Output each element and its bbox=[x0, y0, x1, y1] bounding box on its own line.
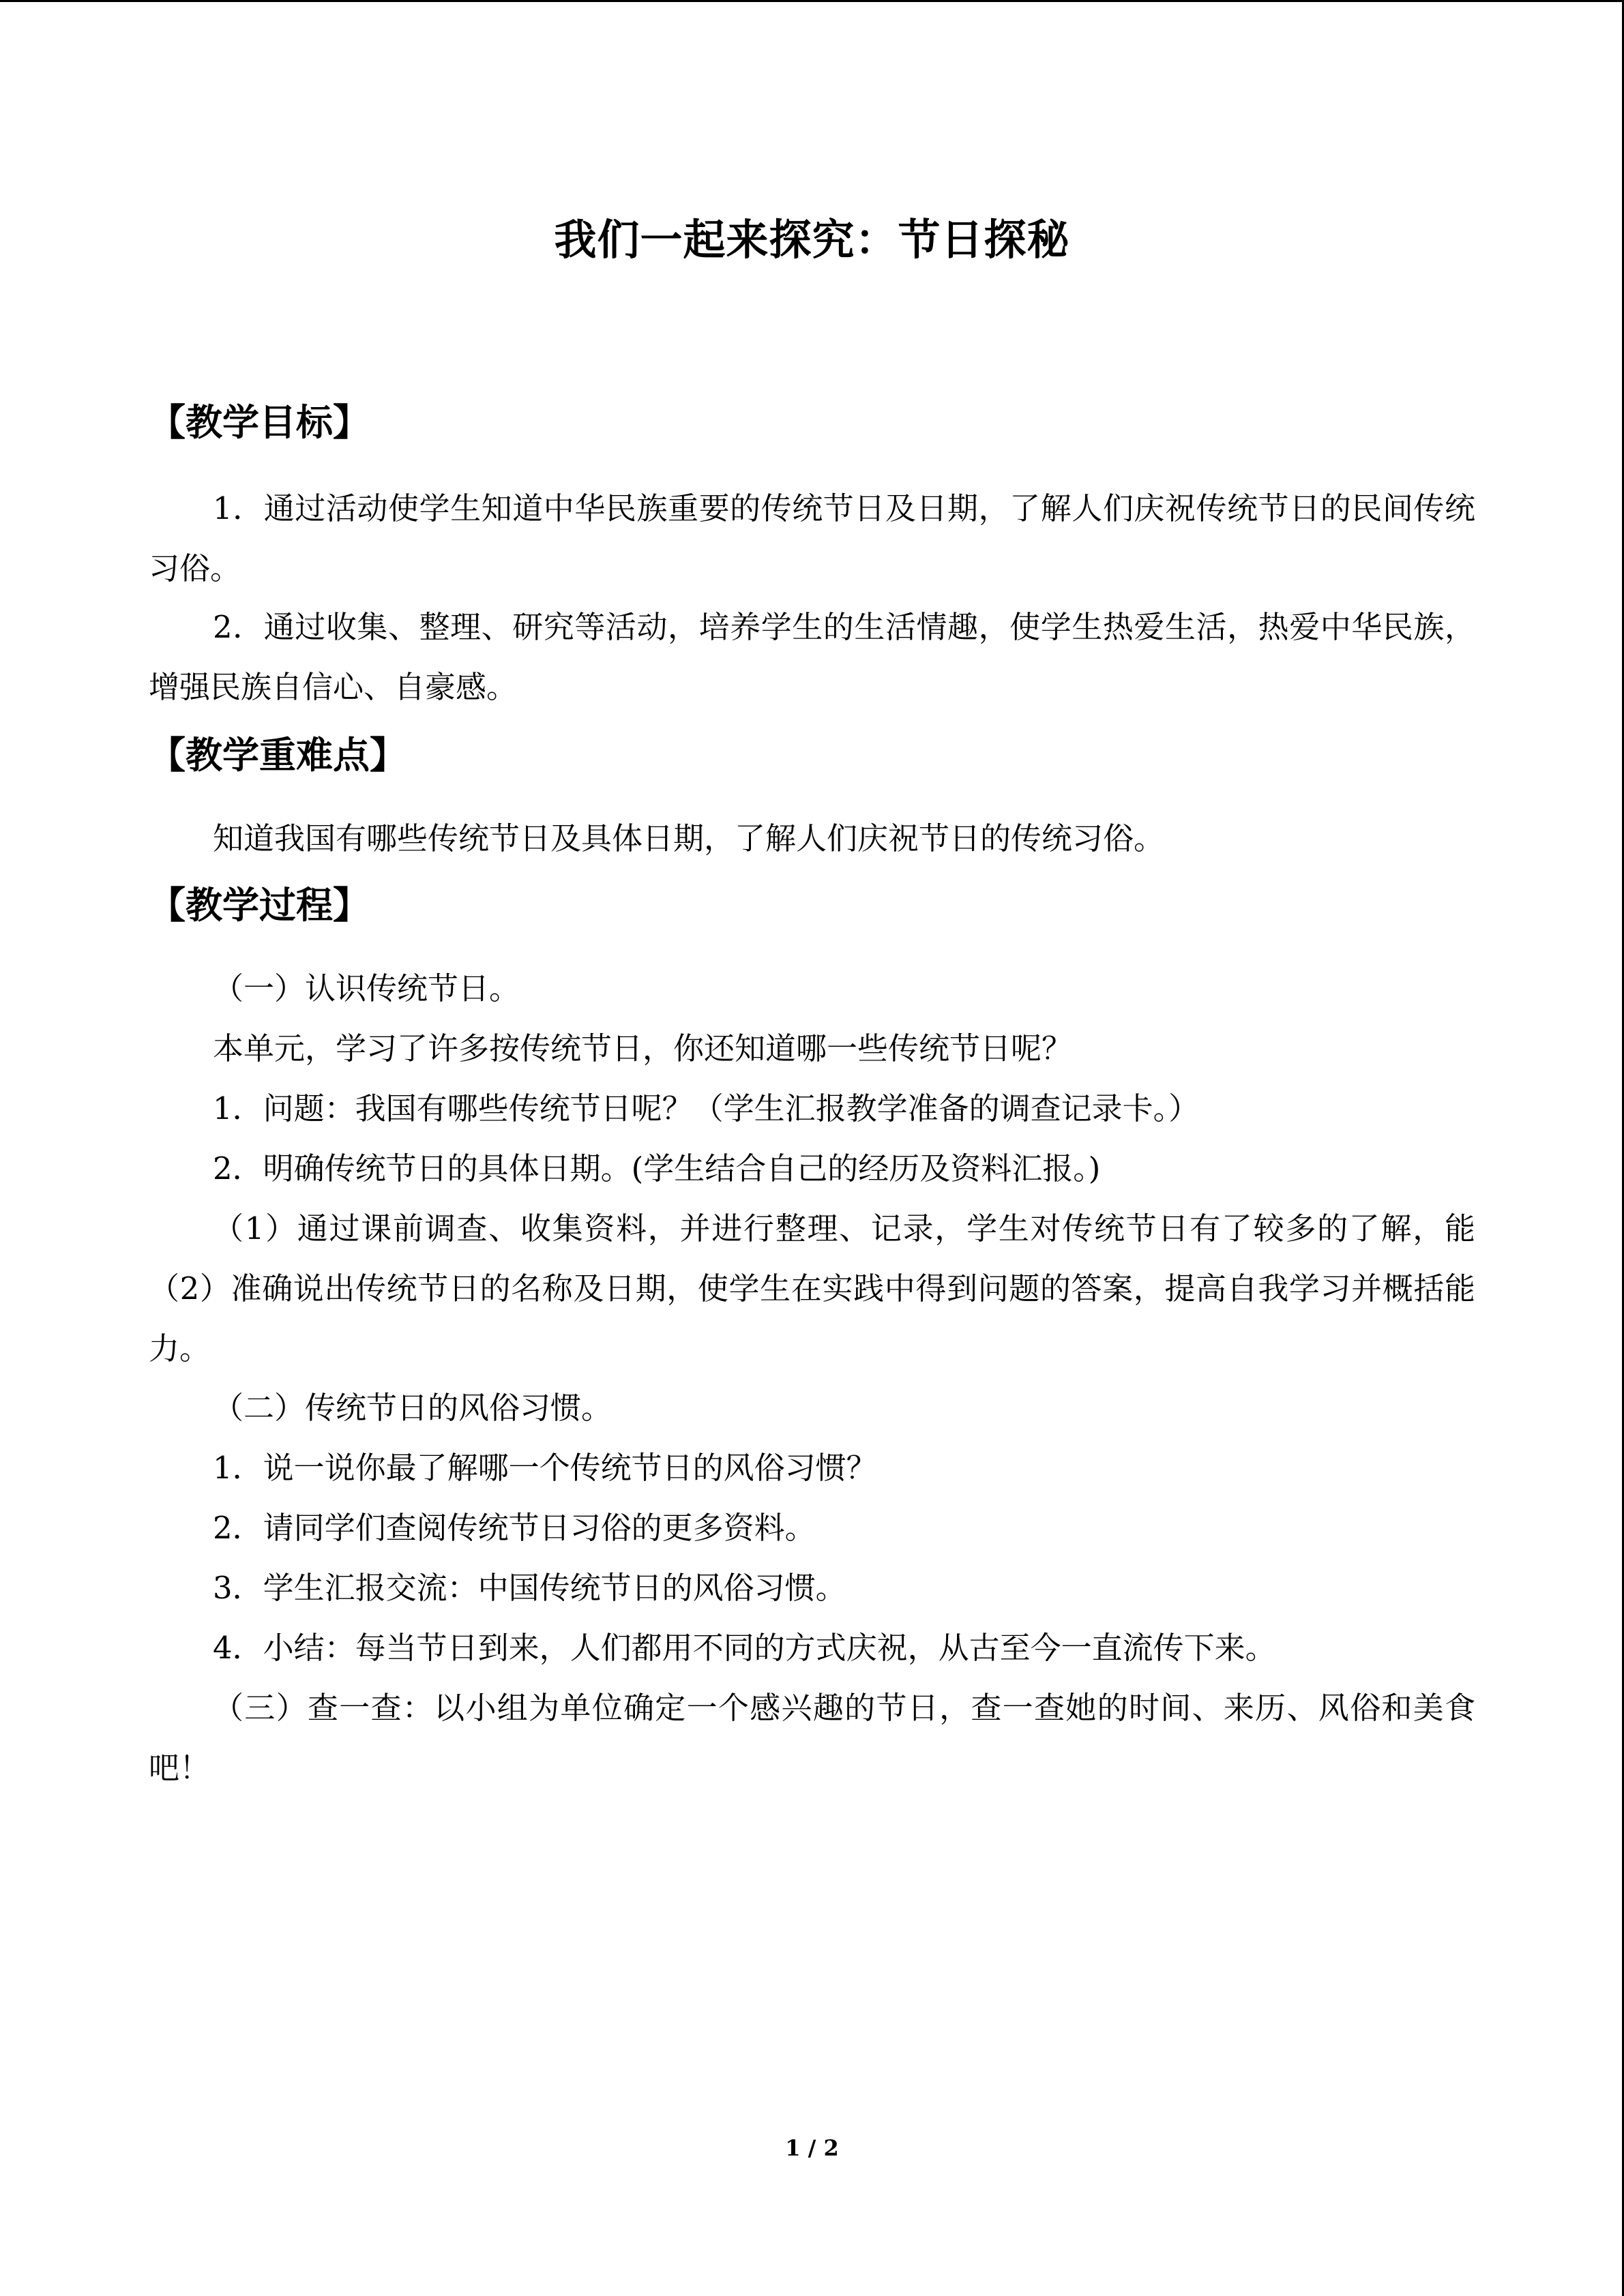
heading-key-points: 【教学重难点】 bbox=[149, 733, 407, 777]
process-paragraph-10: 4．小结：每当节日到来，人们都用不同的方式庆祝，从古至今一直流传下来。 bbox=[213, 1630, 1276, 1666]
objective-paragraph-2: 2．通过收集、整理、研究等活动，培养学生的生活情趣，使学生热爱生活，热爱中华民族，增强民族自信心、自豪感。 bbox=[149, 609, 1475, 705]
process-paragraph-5: （1）通过课前调查、收集资料，并进行整理、记录，学生对传统节日有了较多的了解，能（2）准确说出传统节日的名称及日期，使学生在实践中得到问题的答案，提高自我学习并概括能力。 bbox=[149, 1210, 1475, 1367]
heading-objectives: 【教学目标】 bbox=[149, 400, 370, 444]
key-points-paragraph-1: 知道我国有哪些传统节日及具体日期，了解人们庆祝节日的传统习俗。 bbox=[213, 820, 1165, 856]
process-paragraph-8: 2．请同学们查阅传统节日习俗的更多资料。 bbox=[213, 1510, 816, 1546]
process-paragraph-4: 2．明确传统节日的具体日期。(学生结合自己的经历及资料汇报。) bbox=[213, 1150, 1101, 1187]
process-paragraph-1: （一）认识传统节日。 bbox=[213, 970, 520, 1007]
page-border-top bbox=[0, 0, 1624, 2]
document-title: 我们一起来探究：节日探秘 bbox=[554, 215, 1070, 265]
process-paragraph-7: 1．说一说你最了解哪一个传统节日的风俗习惯？ bbox=[213, 1450, 877, 1486]
page-number: 1 / 2 bbox=[785, 2135, 839, 2161]
objective-paragraph-1: 1．通过活动使学生知道中华民族重要的传统节日及日期，了解人们庆祝传统节日的民间传统习俗。 bbox=[149, 490, 1475, 586]
process-paragraph-2: 本单元，学习了许多按传统节日，你还知道哪一些传统节日呢？ bbox=[213, 1030, 1073, 1067]
heading-process: 【教学过程】 bbox=[149, 883, 370, 927]
process-paragraph-3: 1．问题：我国有哪些传统节日呢？（学生汇报教学准备的调查记录卡。） bbox=[213, 1090, 1200, 1127]
process-paragraph-11: （三）查一查：以小组为单位确定一个感兴趣的节日，查一查她的时间、来历、风俗和美食吧！ bbox=[149, 1690, 1475, 1786]
process-paragraph-6: （二）传统节日的风俗习惯。 bbox=[213, 1390, 612, 1426]
process-paragraph-9: 3．学生汇报交流：中国传统节日的风俗习惯。 bbox=[213, 1570, 846, 1606]
